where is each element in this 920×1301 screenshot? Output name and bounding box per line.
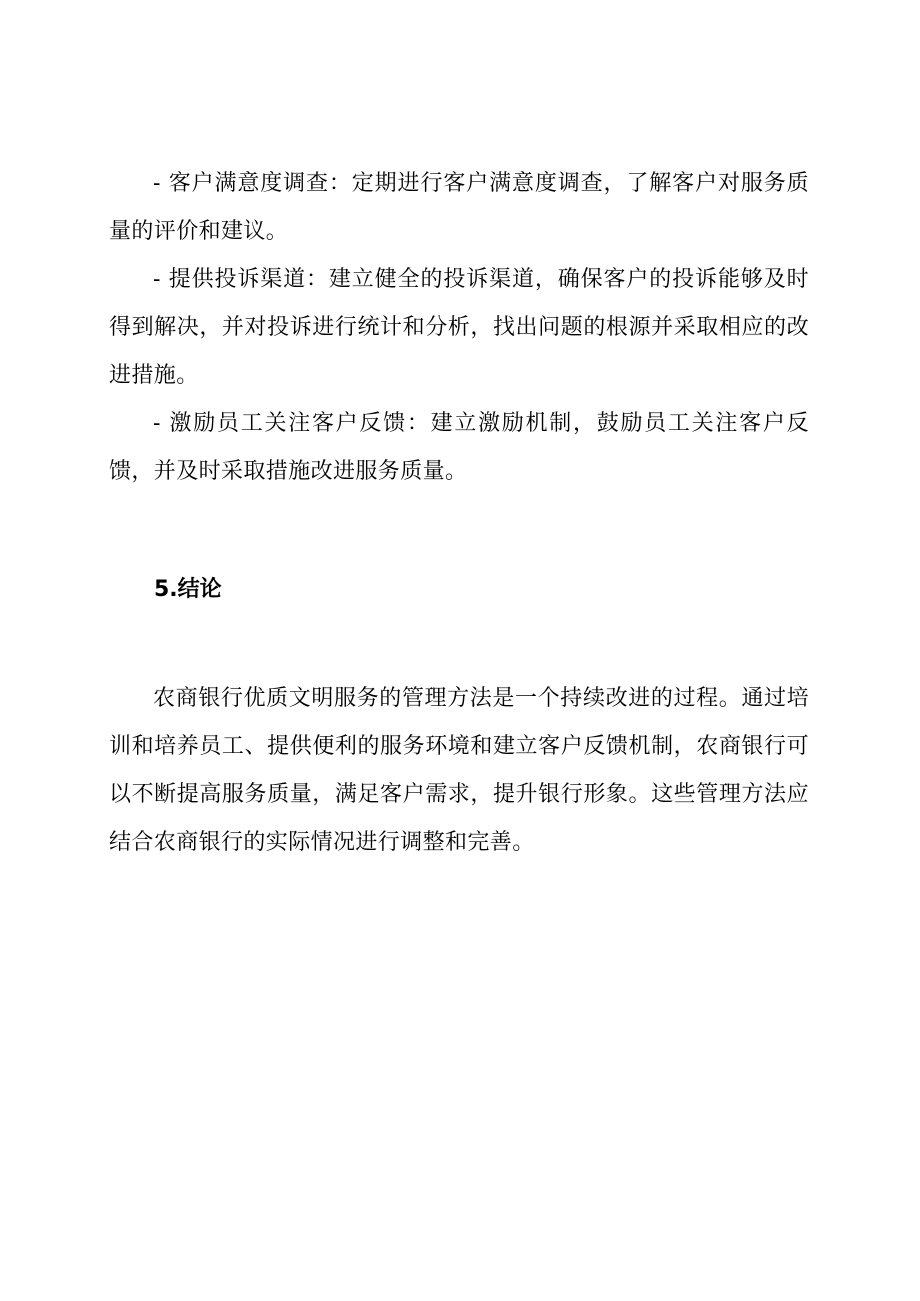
bullet-complaint-channel: - 提供投诉渠道：建立健全的投诉渠道，确保客户的投诉能够及时得到解决，并对投诉进行统计和分析，找出问题的根源并采取相应的改进措施。: [109, 267, 809, 388]
bullet-customer-survey: - 客户满意度调查：定期进行客户满意度调查，了解客户对服务质量的评价和建议。: [109, 171, 809, 244]
conclusion-block: [109, 675, 809, 867]
section-heading-conclusion: 5.结论: [154, 577, 222, 602]
conclusion-paragraph: 农商银行优质文明服务的管理方法是一个持续改进的过程。通过培训和培养员工、提供便利的服务环境和建立客户反馈机制，农商银行可以不断提高服务质量，满足客户需求，提升银行形象。这些管理方法应结合农商银行的实际情况进行调整和完善。: [109, 686, 809, 855]
bullet-staff-incentive: - 激励员工关注客户反馈：建立激励机制，鼓励员工关注客户反馈，并及时采取措施改进服务质量。: [109, 411, 809, 484]
bullet-list: [109, 160, 809, 496]
